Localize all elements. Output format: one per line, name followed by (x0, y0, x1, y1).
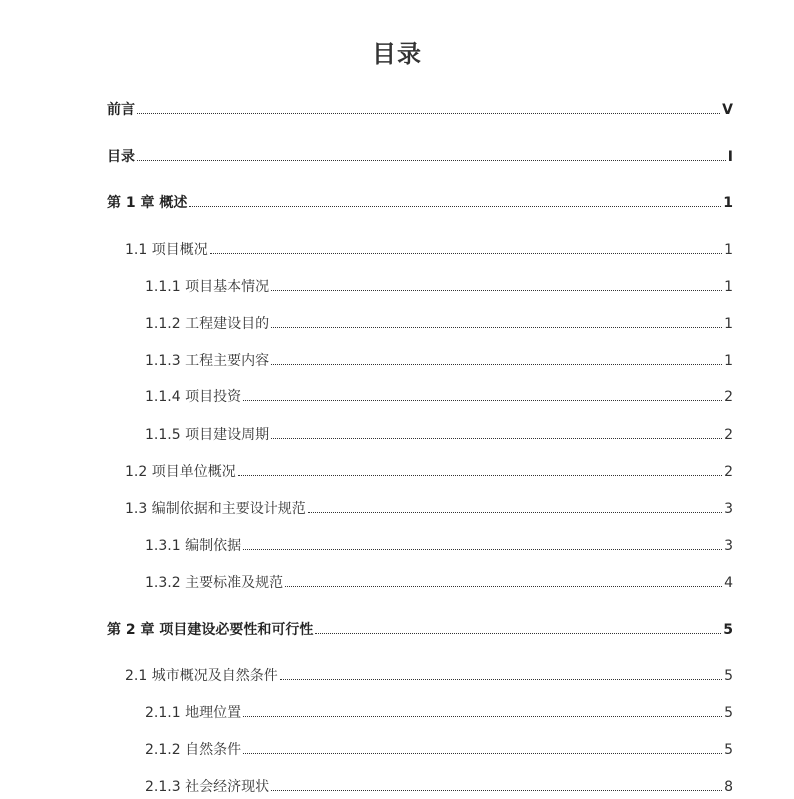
toc-entry-label: 2.1.1 地理位置 (145, 705, 242, 721)
toc-entry-1-1-4[interactable] (145, 385, 733, 405)
toc-leader-dots (271, 790, 722, 791)
toc-page-number: 1 (724, 316, 733, 332)
toc-entry-2-1-1[interactable] (145, 701, 733, 721)
toc-page-number: 1 (724, 279, 733, 295)
toc-leader-dots (189, 206, 721, 207)
toc-leader-dots (238, 475, 722, 476)
toc-page-number: 1 (724, 242, 733, 258)
toc-entry-chapter-1[interactable] (107, 191, 733, 211)
toc-entry-label: 1.1.1 项目基本情况 (145, 279, 270, 295)
toc-page-number: 1 (724, 353, 733, 369)
toc-leader-dots (271, 364, 722, 365)
toc-leader-dots (210, 253, 722, 254)
toc-leader-dots (243, 400, 722, 401)
toc-leader-dots (271, 438, 722, 439)
toc-entry-label: 第 1 章 概述 (107, 195, 188, 211)
toc-entry-1-1-2[interactable] (145, 312, 733, 332)
toc-entry-label: 1.3 编制依据和主要设计规范 (125, 501, 306, 517)
toc-entry-label: 第 2 章 项目建设必要性和可行性 (107, 622, 314, 638)
toc-entry-label: 2.1.2 自然条件 (145, 742, 242, 758)
toc-entry-label: 目录 (107, 149, 135, 165)
toc-leader-dots (243, 753, 722, 754)
toc-entry-label: 1.3.1 编制依据 (145, 538, 242, 554)
toc-entry-2-1-2[interactable] (145, 738, 733, 758)
toc-leader-dots (243, 716, 722, 717)
toc-entry-1-3-1[interactable] (145, 534, 733, 554)
toc-entry-preface[interactable] (107, 98, 733, 118)
toc-leader-dots (308, 512, 722, 513)
toc-entry-label: 1.3.2 主要标准及规范 (145, 575, 284, 591)
toc-page-number: 5 (723, 622, 733, 638)
toc-entry-1-2[interactable] (125, 460, 733, 480)
toc-page-number: 3 (724, 501, 733, 517)
toc-page-number: 2 (724, 427, 733, 443)
toc-page-number: 2 (724, 389, 733, 405)
toc-page-number: 1 (723, 195, 733, 211)
toc-entry-label: 2.1 城市概况及自然条件 (125, 668, 278, 684)
toc-page-number: 5 (724, 668, 733, 684)
toc-entry-2-1-3[interactable] (145, 775, 733, 795)
toc-page-number: 3 (724, 538, 733, 554)
toc-leader-dots (137, 160, 726, 161)
toc-entry-contents[interactable] (107, 145, 733, 165)
toc-entry-label: 1.1.5 项目建设周期 (145, 427, 270, 443)
toc-page-number: 5 (724, 742, 733, 758)
toc-entry-label: 2.1.3 社会经济现状 (145, 779, 270, 795)
toc-page-number: I (727, 149, 733, 165)
toc-entry-label: 1.1.3 工程主要内容 (145, 353, 270, 369)
toc-entry-chapter-2[interactable] (107, 618, 733, 638)
toc-entry-1-3[interactable] (125, 497, 733, 517)
toc-page-number: 4 (724, 575, 733, 591)
toc-entry-label: 前言 (107, 102, 135, 118)
toc-page-number: V (722, 102, 733, 118)
toc-entry-label: 1.2 项目单位概况 (125, 464, 236, 480)
toc-leader-dots (271, 327, 722, 328)
toc-entry-label: 1.1 项目概况 (125, 242, 208, 258)
toc-entry-1-1-1[interactable] (145, 275, 733, 295)
toc-entry-1-3-2[interactable] (145, 571, 733, 591)
toc-entry-1-1[interactable] (125, 238, 733, 258)
toc-page-number: 2 (724, 464, 733, 480)
toc-leader-dots (280, 679, 722, 680)
toc-entry-label: 1.1.2 工程建设目的 (145, 316, 270, 332)
toc-entry-1-1-5[interactable] (145, 423, 733, 443)
page-title: 目录 (372, 40, 422, 68)
toc-page-number: 8 (724, 779, 733, 795)
toc-leader-dots (285, 586, 722, 587)
toc-entry-1-1-3[interactable] (145, 349, 733, 369)
toc-leader-dots (243, 549, 722, 550)
toc-page-number: 5 (724, 705, 733, 721)
toc-entry-2-1[interactable] (125, 664, 733, 684)
toc-leader-dots (271, 290, 722, 291)
toc-leader-dots (137, 113, 720, 114)
toc-entry-label: 1.1.4 项目投资 (145, 389, 242, 405)
toc-leader-dots (315, 633, 721, 634)
